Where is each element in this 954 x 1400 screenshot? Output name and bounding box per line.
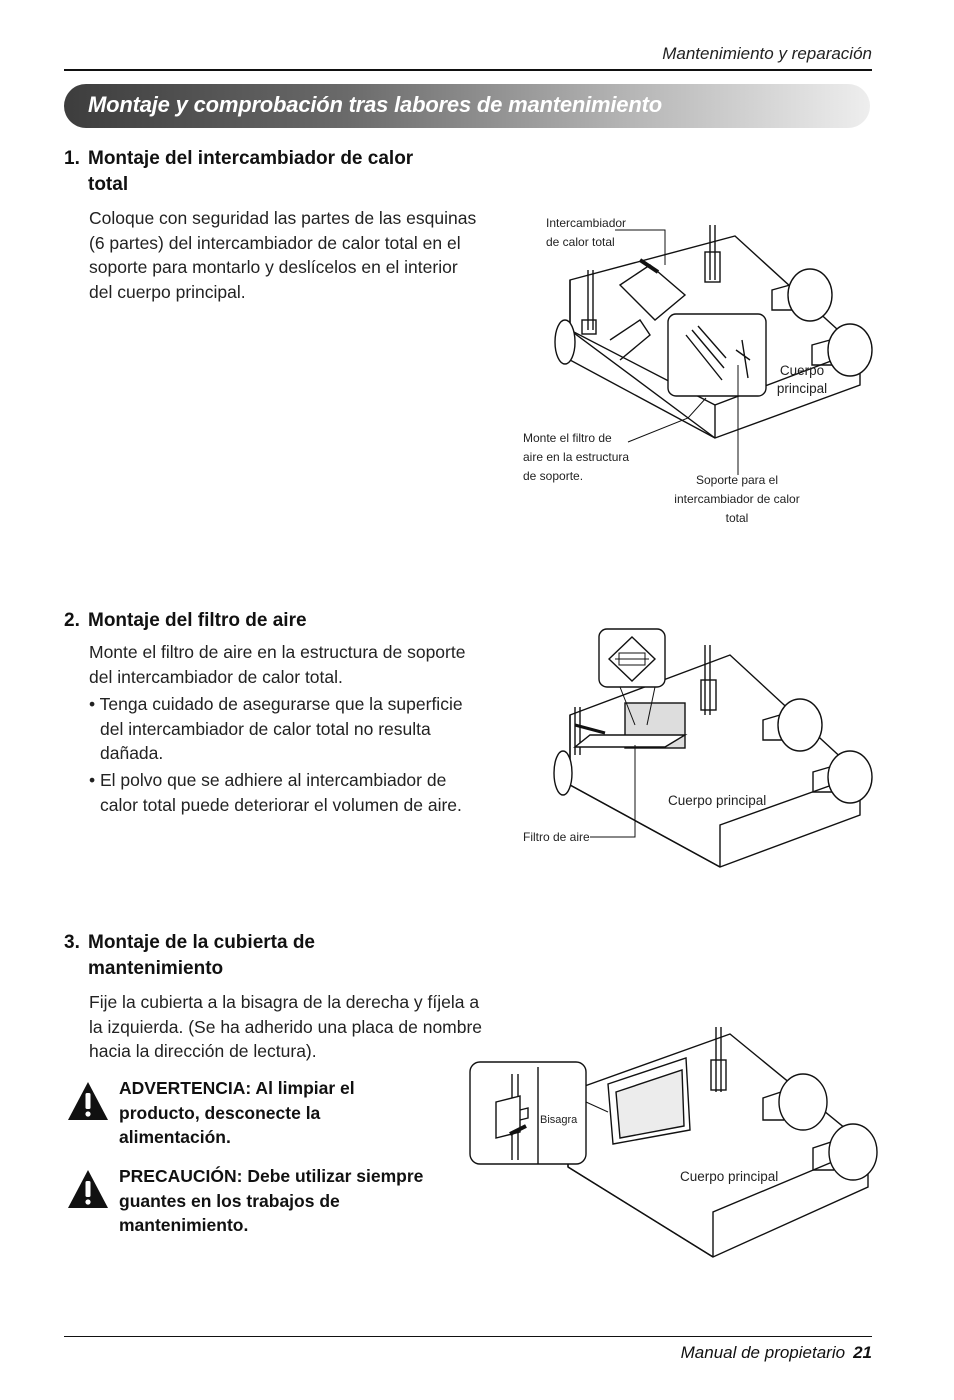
title-banner [64, 84, 870, 128]
section-2-bullet-1: • Tenga cuidado de asegurarse que la superficie del intercambiador de calor total no resulta dañada. [89, 694, 463, 763]
label-air-filter: Filtro de aire [523, 830, 590, 844]
label-support: Soporte para el intercambiador de calor total [674, 473, 800, 525]
section-1-body: Coloque con seguridad las partes de las esquinas (6 partes) del intercambiador de calor total en el soporte para montarlo y deslícelos en el interior del cuerpo principal. [89, 208, 477, 302]
label-main-body-2: Cuerpo principal [668, 793, 767, 808]
footer-rule [64, 1336, 872, 1337]
caution-triangle-icon [66, 1168, 110, 1210]
label-hinge: Bisagra [540, 1114, 578, 1126]
section-2-bullet-2: • El polvo que se adhiere al intercambiador de calor total puede deteriorar el volumen de aire. [89, 770, 462, 815]
header-rule [64, 69, 872, 71]
page-number: 21 [853, 1343, 872, 1362]
label-main-body: Cuerpo principal [776, 363, 828, 396]
page-footer: Manual de propietario 21 [680, 1343, 872, 1362]
warning-text: ADVERTENCIA: Al limpiar el producto, desconecte la alimentación. [119, 1078, 355, 1147]
caution-text: PRECAUCIÓN: Debe utilizar siempre guantes en los trabajos de mantenimiento. [119, 1166, 424, 1235]
label-main-body-3: Cuerpo principal [680, 1169, 779, 1184]
section-1-heading: 1. Montaje del intercambiador de calor total [64, 148, 414, 195]
section-3-heading: 3. Montaje de la cubierta de mantenimiento [64, 932, 315, 979]
section-2-heading: 2. Montaje del filtro de aire [64, 610, 307, 631]
running-header: Mantenimiento y reparación [662, 44, 872, 63]
label-filter: Monte el filtro de aire en la estructura de soporte. [523, 431, 630, 483]
section-2-body: Monte el filtro de aire en la estructura de soporte del intercambiador de calor total. [89, 642, 466, 687]
warning-triangle-icon [66, 1080, 110, 1122]
label-exchanger: Intercambiador de calor total [546, 216, 627, 249]
figure-cover-install [468, 1022, 888, 1272]
section-3-body: Fije la cubierta a la bisagra de la derecha y fíjela a la izquierda. (Se ha adherido una placa de nombre hacia la dirección de lectura). [89, 992, 483, 1061]
page-title: Montaje y comprobación tras labores de mantenimiento [88, 92, 662, 117]
